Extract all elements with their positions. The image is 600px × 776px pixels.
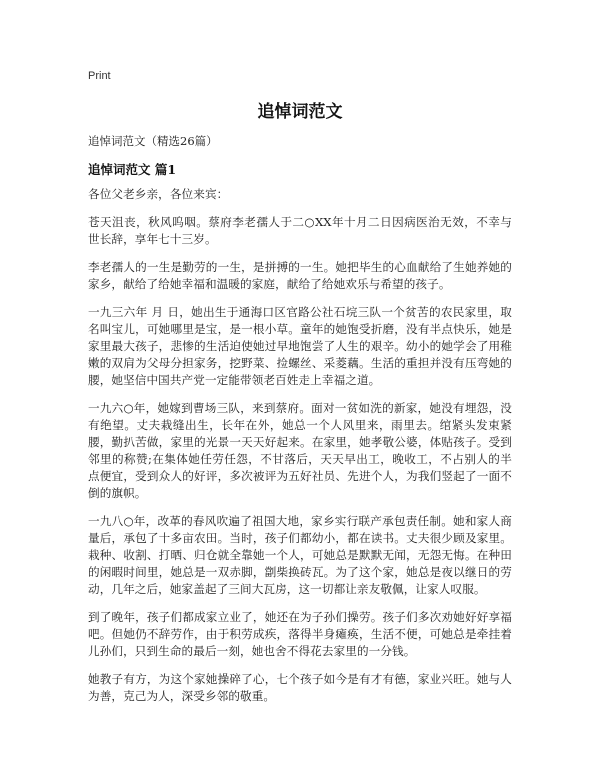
paragraph: 苍天沮丧，秋风呜咽。蔡府李老孺人于二○XX年十月二日因病医治无效，不幸与世长辞，享年七十三岁。 (88, 215, 512, 246)
paragraph: 她教子有方，为这个家她操碎了心，七个孩子如今是有才有德，家业兴旺。她与人为善，克己为人，深受乡邻的敬重。 (88, 672, 512, 703)
paragraph: 李老孺人的一生是勤劳的一生，是拼搏的一生。她把毕生的心血献给了生她养她的家乡，献给了给她幸福和温暖的家庭，献给了给她欢乐与希望的孩子。 (88, 260, 512, 291)
page-title: 追悼词范文 (257, 102, 343, 122)
article-body (88, 186, 512, 716)
paragraph: 一九六○年，她嫁到曹场三队，来到蔡府。面对一贫如洗的新家，她没有埋怨，没有绝望。丈夫栽缝出生，长年在外，她总一个人风里来，雨里去。绾紧头发束紧腰，勤扒苦做，家里的光景一天天好起来。在家里，她孝敬公婆，体贴孩子。受到邻里的称赞;在集体她任劳任怨，不甘落后，天天早出工，晚收工，不占别人的半点便宜，受到众人的好评，多次被评为五好社员、先进个人，为我们竖起了一面不倒的旗帜。 (88, 401, 512, 500)
paragraph: 一九三六年 月 日，她出生于通海口区官路公社石垸三队一个贫苦的农民家里，取名叫宝儿，可她哪里是宝，是一根小草。童年的她饱受折磨，没有半点快乐，她是家里最大孩子，悲惨的生活迫使她过早地饱尝了人生的艰辛。幼小的她学会了用稚嫩的双肩为父母分担家务，挖野菜、捡螺丝、采菱藕。生活的重担并没有压弯她的腰，她坚信中国共产党一定能带领老百姓走上幸福之道。 (88, 305, 512, 387)
document-subtitle: 追悼词范文（精选26篇） (88, 134, 218, 148)
paragraph-greeting: 各位父老乡亲，各位来宾： (88, 187, 229, 201)
section-heading: 追悼词范文 篇1 (88, 162, 177, 177)
print-label[interactable]: Print (88, 70, 111, 82)
paragraph: 一九八○年，改革的春风吹遍了祖国大地，家乡实行联产承包责任制。她和家人商量后，承包了十多亩农田。当时，孩子们都幼小，都在读书。丈夫很少顾及家里。栽种、收割、打晒、归仓就全靠她一个人，可她总是默默无闻，无怨无悔。在种田的闲暇时间里，她总是一双赤脚，劏柴换砖瓦。为了这个家，她总是夜以继日的劳动，几年之后，她家盖起了三间大瓦房，这一切都让亲友敬佩，让家人叹服。 (88, 514, 512, 596)
paragraph: 到了晚年，孩子们都成家立业了，她还在为子孙们操劳。孩子们多次劝她好好享福吧。但她仍不辞劳作，由于积劳成疾，落得半身瘫痪，生活不便，可她总是牵挂着儿孙们，只到生命的最后一刻，她也舍不得花去家里的一分钱。 (88, 610, 512, 658)
